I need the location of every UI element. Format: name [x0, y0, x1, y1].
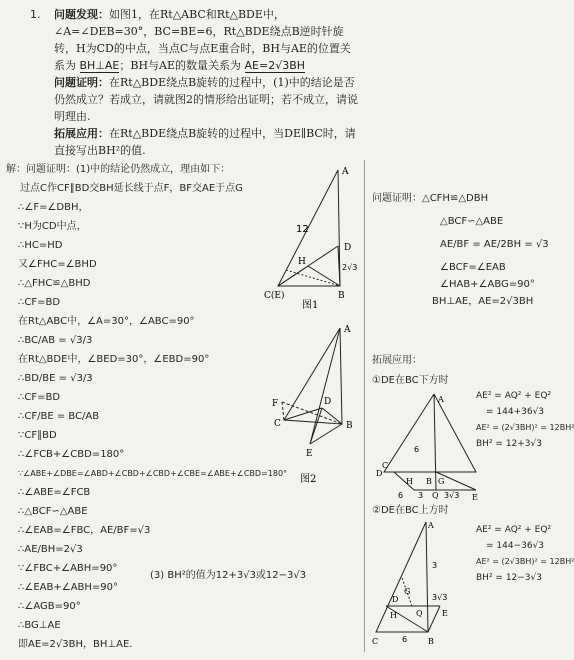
solution-line: ∴BC/AB = √3/3	[18, 335, 93, 346]
discovery-text: 如图1，在Rt△ABC和Rt△BDE中，∠A=∠DEB=30°，BC=BE=6，Rt△BDE绕点B逆时针旋转，H为CD的中点，当点C与点E重合时，BH与AE的位置关系为	[54, 8, 351, 72]
rf1-label-G: G	[438, 477, 445, 486]
solution-line: ∴∠EAB=∠FBC，AE/BF=√3	[18, 525, 151, 536]
right-proof-line: △BCF∽△ABE	[440, 216, 504, 227]
rf2-hand-6: 6	[402, 635, 408, 644]
rf1-hand-3r3: 3√3	[444, 491, 460, 500]
fig2-label-F: F	[272, 399, 279, 409]
fig2-label-A: A	[344, 325, 351, 335]
rf1-hand-3: 3	[418, 491, 424, 500]
discovery-lead: 问题发现：	[54, 8, 109, 21]
case1-equations	[476, 388, 574, 452]
proof-lead: 问题证明：	[54, 76, 109, 89]
rf1-label-B: B	[426, 477, 432, 486]
case1-eq: = 144+36√3	[486, 407, 545, 417]
rf1-label-Q: Q	[432, 491, 439, 500]
solution-line: ∴CF/BE = BC/AB	[18, 411, 100, 422]
column-divider	[364, 160, 365, 652]
right-figure-1	[374, 392, 480, 502]
right-figure-2	[372, 516, 462, 650]
rf2-label-B: B	[428, 637, 434, 646]
solution-line: ∵∠ABE+∠DBE=∠ABD+∠CBD+∠CBD+∠CBE=∠ABE+∠CBD=180°	[18, 469, 288, 478]
rf2-label-H: H	[390, 611, 397, 620]
rf2-label-D: D	[392, 595, 399, 604]
case2-eq: AE² = (2√3BH)² = 12BH²	[476, 557, 574, 566]
solution-line: ∴∠FCB+∠CBD=180°	[18, 449, 125, 460]
right-proof-heading: 问题证明：△CFH≌△DBH	[372, 193, 489, 204]
fig1-label-H: H	[298, 257, 306, 267]
solution-line: ∵∠FBC+∠ABH=90°	[18, 563, 118, 574]
case1-heading: ①DE在BC下方时	[372, 375, 449, 386]
rf1-hand-6b: 6	[398, 491, 404, 500]
case2-eq: AE² = AQ² + EQ²	[476, 525, 552, 535]
solution-line: ∴BD/BE = √3/3	[18, 373, 93, 384]
rf1-label-A: A	[438, 395, 444, 404]
case2-equations	[476, 522, 574, 586]
extension-lead: 拓展应用：	[54, 127, 109, 140]
solution-line: 又∠FHC=∠BHD	[18, 259, 97, 270]
solution-line: ∴BG⊥AE	[18, 620, 61, 631]
solution-line: 解：问题证明：(1)中的结论仍然成立，理由如下：	[6, 164, 231, 175]
extension-heading: 拓展应用：	[372, 355, 422, 366]
answer-position: BH⊥AE	[79, 59, 120, 72]
fig2-label-D: D	[324, 397, 332, 407]
rf2-label-E: E	[442, 609, 448, 618]
fig1-label-B: B	[338, 291, 345, 301]
rf1-label-C: C	[382, 461, 389, 470]
case1-eq: AE² = AQ² + EQ²	[476, 391, 552, 401]
solution-line: ∴△FHC≌△BHD	[18, 278, 91, 289]
proof-text: 在Rt△BDE绕点B旋转的过程中，(1)中的结论是否仍然成立？若成立，请就图2的情形给出证明；若不成立，请说明理由.	[54, 76, 358, 123]
figure-2	[262, 320, 362, 490]
fig2-label-C: C	[274, 419, 281, 429]
solution-line: ∴∠EAB+∠ABH=90°	[18, 582, 119, 593]
part3-answer: (3) BH²的值为12+3√3或12−3√3	[150, 570, 307, 581]
rf2-hand-3: 3	[432, 561, 438, 570]
fig2-label-B: B	[346, 421, 353, 431]
solution-line: 过点C作CF∥BD交BH延长线于点F，BF交AE于点G	[20, 183, 243, 194]
problem-discovery	[54, 6, 360, 74]
rf2-label-C: C	[372, 637, 379, 646]
fig1-label-A: A	[342, 167, 349, 177]
rf2-label-G: G	[404, 587, 411, 596]
fig1-label-D: D	[344, 243, 352, 253]
problem-proof	[54, 74, 360, 125]
rf1-label-D: D	[376, 469, 383, 478]
solution-line: 在Rt△ABC中，∠A=30°，∠ABC=90°	[18, 316, 195, 327]
problem-statement	[30, 6, 360, 159]
solution-line: ∴CF=BD	[18, 392, 61, 403]
right-proof-line: ∠BCF=∠EAB	[440, 262, 506, 273]
solution-line: ∴AE/BH=2√3	[18, 544, 83, 555]
right-proof-line: BH⊥AE，AE=2√3BH	[432, 296, 534, 307]
fig2-caption: 图2	[300, 474, 317, 485]
solution-line: ∴∠AGB=90°	[18, 601, 81, 612]
case2-eq: BH² = 12−3√3	[476, 573, 542, 583]
solution-line: 在Rt△BDE中，∠BED=30°，∠EBD=90°	[18, 354, 210, 365]
fig1-hand-2r3: 2√3	[342, 263, 358, 272]
solution-line: ∴△BCF∽△ABE	[18, 506, 88, 517]
solution-line: ∵H为CD中点，	[18, 221, 87, 232]
case1-eq: AE² = (2√3BH)² = 12BH²	[476, 423, 574, 432]
right-proof	[372, 190, 549, 310]
case2-eq: = 144−36√3	[486, 541, 545, 551]
solution-line: 即AE=2√3BH，BH⊥AE.	[18, 639, 133, 650]
fig1-caption: 图1	[302, 300, 319, 311]
solution-line: ∴CF=BD	[18, 297, 61, 308]
rf2-label-A: A	[428, 521, 434, 530]
solution-line: ∵CF∥BD	[18, 430, 57, 441]
rf1-label-E: E	[472, 493, 478, 502]
answer-quantity: AE=2√3BH	[244, 59, 306, 72]
extension-text: 在Rt△BDE绕点B旋转的过程中，当DE∥BC时，请直接写出BH²的值.	[54, 127, 356, 157]
figure-1	[262, 160, 362, 310]
rf2-hand-3r3: 3√3	[432, 593, 448, 602]
case2-heading: ②DE在BC上方时	[372, 505, 449, 516]
rf1-hand-6: 6	[414, 445, 420, 454]
right-proof-line: AE/BF = AE/2BH = √3	[440, 239, 549, 250]
fig2-label-E: E	[306, 449, 313, 459]
discovery-mid: ；BH与AE的数量关系为	[119, 59, 242, 72]
right-proof-line: ∠HAB+∠ABG=90°	[440, 279, 535, 290]
solution-line: ∴∠F=∠DBH，	[18, 202, 89, 213]
fig1-hand-12: 12	[296, 224, 309, 235]
rf1-label-H: H	[406, 477, 413, 486]
case1-eq: BH² = 12+3√3	[476, 439, 542, 449]
problem-number: 1.	[30, 8, 41, 21]
rf2-label-Q: Q	[416, 609, 423, 618]
fig1-label-CE: C(E)	[264, 291, 285, 301]
solution-line: ∴HC=HD	[18, 240, 63, 251]
solution-line: ∴∠ABE=∠FCB	[18, 487, 91, 498]
problem-extension	[54, 125, 360, 159]
